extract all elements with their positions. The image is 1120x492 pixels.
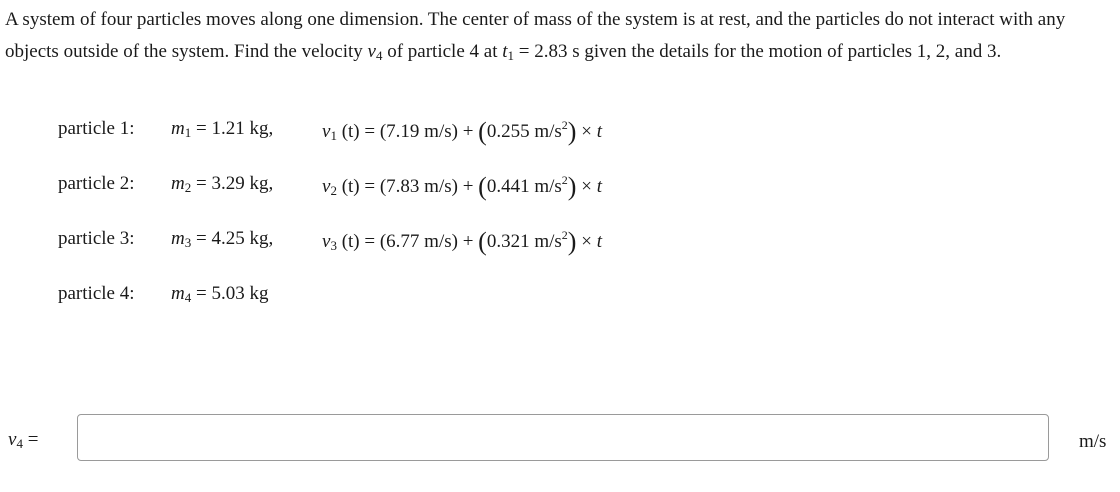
answer-unit: m/s xyxy=(1079,431,1107,452)
particle-mass: $m_3 = 4.25$ kg, xyxy=(171,228,274,250)
particle-label: particle 2: xyxy=(58,173,135,194)
particle-velocity: $v_2$ (t) = (7.83 m/s) + (0.441 $m/s^2) \times t$ xyxy=(322,172,602,201)
problem-text: A system of four particles moves along one dimension. The center of mass of the system is at rest, and the particles do not interact with any objects outside of the system. Find the velocity $v_4$ of particle 4 at $t_1 = 2.83$ s given the details for the motion of particles 1, 2, and 3. xyxy=(5,9,1066,63)
particle-label: particle 3: xyxy=(58,228,135,249)
particle-velocity: $v_3$ (t) = (6.77 m/s) + (0.321 $m/s^2) \times t$ xyxy=(322,227,602,256)
time-value: = 2.83 s xyxy=(514,41,580,62)
velocity-symbol: $v_4$ xyxy=(367,41,383,63)
particle-label: particle 1: xyxy=(58,118,135,139)
particle-label: particle 4: xyxy=(58,283,135,304)
particle-mass: $m_1 = 1.21$ kg, xyxy=(171,118,274,140)
answer-input[interactable] xyxy=(77,414,1049,461)
problem-statement xyxy=(5,4,1105,72)
particle-mass: $m_2 = 3.29$ kg, xyxy=(171,173,274,195)
time-symbol: $t_1$ xyxy=(502,41,515,63)
particle-velocity: $v_1$ (t) = (7.19 m/s) + (0.255 $m/s^2) \times t$ xyxy=(322,117,602,146)
answer-label: $v_4$ = xyxy=(8,429,39,451)
particle-mass: $m_4 = 5.03$ kg xyxy=(171,283,269,305)
